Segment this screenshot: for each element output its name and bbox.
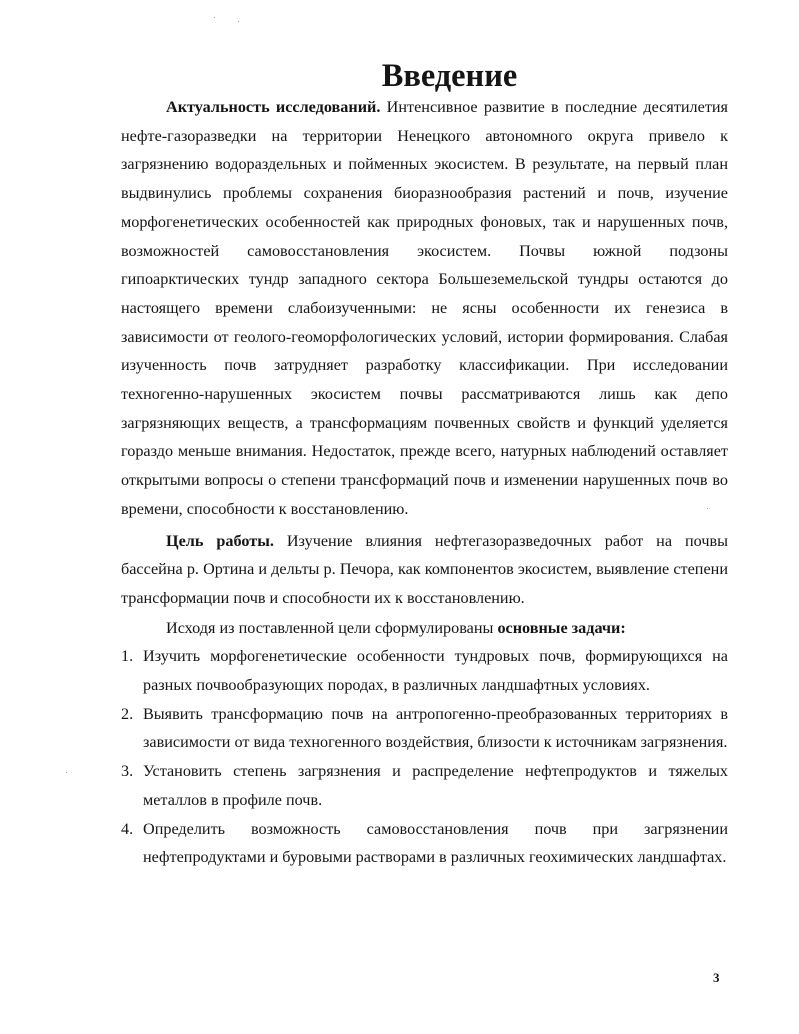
paragraph-lead: Актуальность исследований. [166, 98, 381, 116]
tasks-intro-strong: основные задачи: [497, 618, 626, 637]
list-item-number: 2. [121, 704, 134, 723]
tasks-list [121, 642, 728, 872]
paragraph-goal [121, 527, 728, 613]
paragraph-text: Интенсивное развитие в последние десятилетия нефте-газоразведки на территории Ненецкого автономного округа привело к загрязнению водораздельных и пойменных экосистем. В результате, на первый план выдвинулись проблемы сохранения биоразнообразия растений и почв, изучение морфогенетических особенностей как природных фоновых, так и нарушенных почв, возможностей самовосстановления экосистем. Почвы южной подзоны гипоарктических тундр западного сектора Большеземельской тундры остаются до настоящего времени слабоизученными: не ясны особенности их генезиса в зависимости от геолого-геоморфологических условий, истории формирования. Слабая изученность почв затрудняет разработку классификации. При исследовании техногенно-нарушенных экосистем почвы рассматриваются лишь как депо загрязняющих веществ, а трансформациям почвенных свойств и функций уделяется гораздо меньше внимания. Недостаток, прежде всего, натурных наблюдений оставляет открытыми вопросы о степени трансформаций почв и изменении нарушенных почв во времени, способности к восстановлению. [121, 98, 728, 518]
page-number: 3 [713, 970, 720, 985]
list-item-number: 4. [121, 819, 134, 838]
tasks-intro-text: Исходя из поставленной цели сформулированы [166, 618, 498, 637]
list-item-text: Определить возможность самовосстановления почв при загрязнении нефтепродуктами и буровыми растворами в различных геохимических ландшафтах. [143, 819, 728, 867]
list-item [121, 815, 728, 872]
paragraph-text: Изучение влияния нефтегазоразведочных работ на почвы бассейна р. Ортина и дельты р. Печора, как компонентов экосистем, выявление степени трансформации почв и способности их к восстановлению. [121, 531, 728, 607]
list-item [121, 700, 728, 757]
list-item [121, 642, 728, 699]
list-item-number: 3. [121, 762, 134, 781]
list-item [121, 757, 728, 814]
list-item-number: 1. [121, 647, 134, 666]
scan-speck [214, 17, 215, 18]
page-title: Введение [381, 58, 518, 94]
scan-speck [66, 772, 67, 773]
scan-speck [238, 21, 239, 22]
document-body [121, 58, 728, 872]
paragraph-lead: Цель работы. [166, 531, 274, 550]
list-item-text: Установить степень загрязнения и распределение нефтепродуктов и тяжелых металлов в профиле почв. [143, 762, 728, 809]
list-item-text: Изучить морфогенетические особенности тундровых почв, формирующихся на разных почвообразующих породах, в различных ландшафтных условиях. [143, 647, 728, 695]
paragraph-relevance [121, 93, 728, 524]
list-item-text: Выявить трансформацию почв на антропогенно-преобразованных территориях в зависимости от вида техногенного воздействия, близости к источникам загрязнения. [143, 704, 728, 752]
tasks-intro [121, 614, 728, 643]
